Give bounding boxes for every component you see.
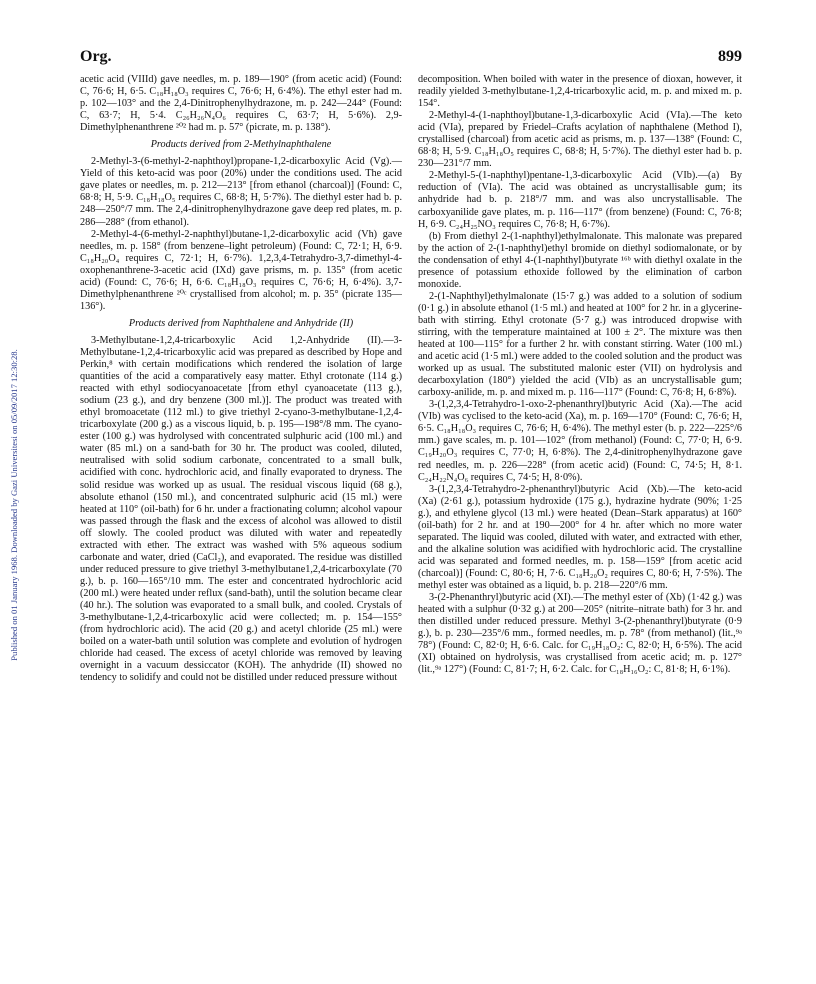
download-watermark-text: Published on 01 January 1968. Downloaded by Gazi Universitesi on 05/09/2017 12:30:28. — [9, 349, 19, 661]
paragraph: 3-Methylbutane-1,2,4-tricarboxylic Acid 1,2-Anhydride (II).—3-Methylbutane-1,2,4-tricarboxylic acid was prepared as described by Hope and Perkin,⁸ with certain modifications which rendered the isolation of large quantities of the acid a comparatively easy matter. Ethyl crotonate (114 g.) reacted with ethyl sodiocyanoacetate [from ethyl cyanoacetate (113 g.), sodium (23 g.), and dry benzene (300 ml.)]. The product was treated with ethyl bromoacetate (112 ml.) to give triethyl 2-cyano-3-methylbutane-1,2,4-tricarboxylate (200 g.) as a viscous liquid, b. p. 195—198°/8 mm. The cyano-ester (100 g.) was hydrolysed with concentrated sulphuric acid (100 ml.) and water (85 ml.) on a sand-bath for 30 hr. The product was cooled, diluted, neutralised with solid sodium carbonate, concentrated to a small bulk, acidified with conc. hydrochloric acid, and finally evaporated to dryness. The solid residue was worked up as usual. The residual viscous liquid (68 g.), absolute ethanol (150 ml.), and concentrated sulphuric acid (15 ml.) were heated at 110° (oil-bath) for 6 hr. under a fractionating column; alcohol vapour was passed through the flask and the excess of alcohol was allowed to distil off slowly. The cooled product was diluted with water and repeatedly extracted with ether. The extract was washed with 5% aqueous sodium carbonate and water, dried (CaCl₂), and evaporated. The residue was distilled under reduced pressure to give triethyl 3-methylbutane1,2,4-tricarboxylate (70 g.), b. p. 160—165°/10 mm. The ester and concentrated hydrochloric acid (200 ml.) were heated under reflux (sand-bath), until the solution became clear (40 hr.). The solution was evaporated to a small bulk, and cooled. Crystals of 3-methylbutane-1,2,4-tricarboxylic acid were collected; m. p. 154—155° (from hydrochloric acid). The acid (20 g.) and acetyl chloride (25 ml.) were boiled on a water-bath until solution was complete and evolution of hydrogen chloride had ceased. The excess of acetyl chloride was removed by leaving overnight in a vacuum dessiccator (KOH). The anhydride (II) showed no tendency to solidify and could not be distilled under reduced pressure without — [80, 334, 402, 684]
paragraph: 2-Methyl-4-(6-methyl-2-naphthyl)butane-1,2-dicarboxylic acid (Vh) gave needles, m. p. 158° (from benzene–light petroleum) (Found: C, 72·1; H, 6·9. C₁₈H₂₀O₄ requires C, 72·1; H, 6·7%). 1,2,3,4-Tetrahydro-3,7-dimethyl-4-oxophenanthrene-3-acetic acid (IXd) gave prisms, m. p. 135° (from acetic acid) (Found: C, 76·6; H, 6·6. C₁₈H₁₈O₃ requires C, 76·6; H, 6·4%). 3,7-Dimethylphenanthrene ²⁰ᶜ crystallised from alcohol; m. p. 35° (picrate 135—136°). — [80, 228, 402, 312]
paragraph: (b) From diethyl 2-(1-naphthyl)ethylmalonate. This malonate was prepared by the action of 2-(1-naphthyl)ethyl bromide on diethyl sodiomalonate, or by the condensation of ethyl 4-(1-naphthyl)butyrate ¹⁶ᵇ with diethyl oxalate in the presence of potassium ethoxide followed by the elimination of carbon monoxide. — [418, 230, 742, 290]
section-heading: Products derived from 2-Methylnaphthalene — [150, 139, 332, 151]
paragraph: 2-Methyl-5-(1-naphthyl)pentane-1,3-dicarboxylic Acid (VIb).—(a) By reduction of (VIa). The acid was obtained as uncrystallisable gum; its anhydride had b. p. 218°/7 mm. and was also uncrystallisable. The carboxyanilide gave plates, m. p. 116—117° (from benzene) (Found: C, 76·8; H, 6·9. C₂₄H₂₅NO₃ requires C, 76·8; H, 6·7%). — [418, 170, 742, 230]
page-number: 899 — [718, 48, 742, 65]
left-column — [80, 74, 402, 684]
paragraph: 3-(1,2,3,4-Tetrahydro-2-phenanthryl)butyric Acid (Xb).—The keto-acid (Xa) (2·61 g.), potassium hydroxide (175 g.), hydrazine hydrate (90%; 1·25 g.), and ethylene glycol (13 ml.) were heated (Dean–Stark apparatus) at 160° (oil-bath) for 2 hr. and at 190—200° for 4 hr. after which no more water separated. The liquid was cooled, diluted with water, and extracted with ether, and the alkaline solution was acidified with hydrochloric acid. The crystalline acid was separated and formed needles, m. p. 158—159° [from acetic acid (charcoal)] (Found: C, 80·6; H, 7·6. C₁₈H₂₀O₂ requires C, 80·6; H, 7·5%). The methyl ester was obtained as a liquid, b. p. 218—220°/6 mm. — [418, 483, 742, 591]
download-watermark — [0, 200, 19, 820]
paragraph: 3-(2-Phenanthryl)butyric acid (XI).—The methyl ester of (Xb) (1·42 g.) was heated with a sulphur (0·32 g.) at 200—205° (nitrite–nitrate bath) for 3 hr. and then distilled under reduced pressure. Methyl 3-(2-phenanthryl)butyrate (0·9 g.), b. p. 230—235°/6 mm., formed needles, m. p. 78° (from methanol) (lit.,⁹ᵃ 78°) (Found: C, 82·0; H, 6·6. Calc. for C₁₉H₁₈O₂: C, 82·0; H, 6·5%). The acid (XI) obtained on hydrolysis, was crystallised from acetic acid; m. p. 127° (lit.,⁹ᵃ 127°) (Found: C, 81·7; H, 6·2. Calc. for C₁₈H₁₆O₂: C, 81·8; H, 6·1%). — [418, 592, 742, 676]
paragraph: 2-(1-Naphthyl)ethylmalonate (15·7 g.) was added to a solution of sodium (0·1 g.) in absolute ethanol (1·5 ml.) and heated at 100° for 2 hr. in a glycerine-bath with stirring. Ethyl crotonate (5·7 g.) was introduced dropwise with stirring, with the temperature maintained at 100 ± 2°. The mixture was then heated at 100—115° for a further 2 hr. with constant stirring. Water (100 ml.) and acetic acid (1·5 ml.) were added to the cooled solution and the product was worked up as usual. The substituted malonic ester (VII) on hydrolysis and decarboxylation (180°) yielded the acid (VIb) as an uncrystallisable gum; carboxy-anilide, m. p. and mixed m. p. 116—117° (Found: C, 76·8; H, 6·8%). — [418, 290, 742, 399]
journal-header: Org. — [80, 48, 112, 65]
paragraph: acetic acid (VIIId) gave needles, m. p. 189—190° (from acetic acid) (Found: C, 76·6; H, 6·5. C₁₈H₁₈O₃ requires C, 76·6; H, 6·4%). The ethyl ester had m. p. 102—103° and the 2,4-Dinitrophenylhydrazone, m. p. 242—244° (Found: C, 63·7; H, 5·4. C₂₆H₂₆N₄O₆ requires C, 63·7; H, 5·6%). 2,9-Dimethylphenanthrene ²⁰² had m. p. 57° (picrate, m. p. 138°). — [80, 74, 402, 134]
section-heading: Products derived from Naphthalene and Anhydride (II) — [128, 317, 354, 329]
right-column — [418, 74, 742, 676]
paragraph: 3-(1,2,3,4-Tetrahydro-1-oxo-2-phenanthryl)butyric Acid (Xa).—The acid (VIb) was cyclised to the keto-acid (Xa), m. p. 169—170° (Found: C, 76·6; H, 6·5. C₁₈H₁₈O₃ requires C, 76·6; H, 6·4%). The methyl ester (b. p. 222—225°/6 mm.) gave scales, m. p. 101—102° (from methanol) (Found: C, 77·0; H, 6·9. C₁₉H₂₀O₃ requires C, 77·0; H, 6·8%). The 2,4-dinitrophenylhydrazone gave red needles, m. p. 226—228° (from acetic acid) (Found: C, 74·5; H, 8·1. C₂₄H₂₂N₄O₆ requires C, 74·5; H, 8·0%). — [418, 399, 742, 483]
paragraph: 2-Methyl-4-(1-naphthoyl)butane-1,3-dicarboxylic Acid (VIa).—The keto acid (VIa), prepared by Friedel–Crafts acylation of naphthalene (Method I), crystallised (charcoal) from acetic acid as prisms, m. p. 137—138° (Found: C, 68·8; H, 5·9. C₁₈H₁₈O₅ requires C, 68·8; H, 5·7%). The diethyl ester had b. p. 230—231°/7 mm. — [418, 110, 742, 170]
paragraph: decomposition. When boiled with water in the presence of dioxan, however, it readily yielded 3-methylbutane-1,2,4-tricarboxylic acid, m. p. and mixed m. p. 154°. — [418, 74, 742, 110]
paragraph: 2-Methyl-3-(6-methyl-2-naphthoyl)propane-1,2-dicarboxylic Acid (Vg).—Yield of this keto-acid was poor (20%) under the conditions used. The acid gave plates or needles, m. p. 212—213° [from ethanol (charcoal)] (Found: C, 68·8; H, 5·9. C₁₈H₁₈O₅ requires C, 68·8; H, 5·7%). The diethyl ester had b. p. 248—250°/7 mm. The 2,4-dinitrophenylhydrazone gave deep red plates, m. p. 286—288° (from ethanol). — [80, 156, 402, 228]
